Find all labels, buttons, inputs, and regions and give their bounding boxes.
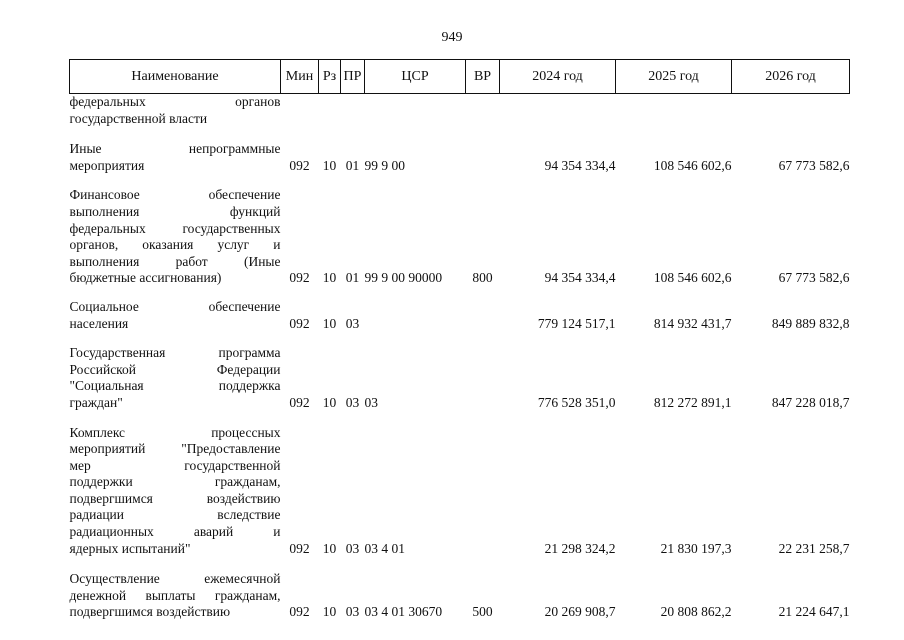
cell-min: 092 <box>289 157 310 173</box>
cell-csr: 03 4 01 <box>364 540 405 556</box>
row-name <box>70 412 281 558</box>
cell-y2024: 776 528 351,0 <box>537 394 616 410</box>
row-name-line: радиации вследствие <box>69 507 281 523</box>
table-row <box>70 332 850 411</box>
row-name <box>70 174 281 287</box>
row-name-line: подвергшимся воздействию <box>69 604 231 620</box>
cell-y2024: 94 354 334,4 <box>544 270 616 286</box>
cell-min <box>281 94 319 128</box>
row-name-line: ядерных испытаний" <box>69 540 191 556</box>
header-min: Мин <box>281 60 319 94</box>
row-name-line: "Социальная поддержка <box>69 378 281 394</box>
header-2026: 2026 год <box>732 60 850 94</box>
row-name-line: граждан" <box>69 394 123 410</box>
row-name <box>70 94 281 128</box>
row-name-line: бюджетные ассигнования) <box>69 270 222 286</box>
page-number: 949 <box>441 30 463 45</box>
row-name <box>70 332 281 411</box>
cell-y2025: 814 932 431,7 <box>653 315 732 331</box>
cell-vr <box>466 287 500 332</box>
cell-vr: 800 <box>472 270 493 286</box>
cell-min: 092 <box>289 270 310 286</box>
cell-csr <box>365 287 466 332</box>
cell-pr: 03 <box>345 315 360 331</box>
row-name-line: мер государственной <box>69 457 281 473</box>
cell-csr <box>365 94 466 128</box>
cell-y2024: 20 269 908,7 <box>544 604 616 620</box>
cell-y2026: 21 224 647,1 <box>778 604 850 620</box>
row-name-line: подвергшимся воздействию <box>69 490 281 506</box>
header-name: Наименование <box>70 60 281 94</box>
row-name-line: выполнения работ (Иные <box>69 253 281 269</box>
header-2024: 2024 год <box>500 60 616 94</box>
row-name-line: населения <box>69 315 129 331</box>
cell-y2025: 812 272 891,1 <box>653 394 732 410</box>
row-name-line: федеральных государственных <box>69 220 281 236</box>
row-name-line: федеральных органов <box>69 94 281 109</box>
cell-y2024: 779 124 517,1 <box>537 315 616 331</box>
header-csr: ЦСР <box>365 60 466 94</box>
cell-min: 092 <box>289 394 310 410</box>
cell-vr <box>466 332 500 411</box>
header-vr: ВР <box>466 60 500 94</box>
cell-vr <box>466 94 500 128</box>
cell-rz: 10 <box>322 315 337 331</box>
table-row <box>70 127 850 174</box>
cell-y2025: 108 546 602,6 <box>653 157 732 173</box>
cell-y2026 <box>732 94 850 128</box>
row-name-line: органов, оказания услуг и <box>69 237 281 253</box>
row-name-line: мероприятий "Предоставление <box>69 441 281 457</box>
cell-vr: 500 <box>472 604 493 620</box>
cell-y2024 <box>500 94 616 128</box>
cell-rz: 10 <box>322 604 337 620</box>
cell-pr <box>341 94 365 128</box>
row-name-line: Социальное обеспечение <box>69 298 281 314</box>
cell-pr: 03 <box>345 540 360 556</box>
cell-min: 092 <box>289 540 310 556</box>
row-name-line: Российской Федерации <box>69 361 281 377</box>
cell-y2025: 108 546 602,6 <box>653 270 732 286</box>
table-body <box>70 94 850 622</box>
cell-rz: 10 <box>322 270 337 286</box>
cell-rz <box>319 94 341 128</box>
cell-pr: 03 <box>345 394 360 410</box>
row-name-line: Комплекс процессных <box>69 424 281 440</box>
table-header-row <box>70 60 850 94</box>
header-rz: Рз <box>319 60 341 94</box>
cell-min: 092 <box>289 604 310 620</box>
cell-y2024: 21 298 324,2 <box>544 540 616 556</box>
row-name-line: Финансовое обеспечение <box>69 187 281 203</box>
cell-pr: 01 <box>345 270 360 286</box>
row-name-line: государственной власти <box>69 110 208 126</box>
table-row <box>70 287 850 332</box>
cell-csr: 03 4 01 30670 <box>364 604 443 620</box>
cell-min: 092 <box>289 315 310 331</box>
cell-rz: 10 <box>322 157 337 173</box>
row-name-line: мероприятия <box>69 157 145 173</box>
row-name-line: денежной выплаты гражданам, <box>69 587 281 603</box>
cell-vr <box>466 127 500 174</box>
table-row <box>70 94 850 128</box>
cell-rz: 10 <box>322 394 337 410</box>
cell-y2025 <box>616 94 732 128</box>
table-row <box>70 174 850 287</box>
cell-y2024: 94 354 334,4 <box>544 157 616 173</box>
row-name-line: Государственная программа <box>69 345 281 361</box>
cell-csr: 99 9 00 90000 <box>364 270 443 286</box>
row-name-line: выполнения функций <box>69 203 281 219</box>
cell-vr <box>466 412 500 558</box>
cell-y2025: 21 830 197,3 <box>660 540 732 556</box>
row-name <box>70 127 281 174</box>
header-2025: 2025 год <box>616 60 732 94</box>
cell-y2026: 22 231 258,7 <box>778 540 850 556</box>
row-name-line: Иные непрограммные <box>69 141 281 157</box>
row-name-line: радиационных аварий и <box>69 524 281 540</box>
cell-y2025: 20 808 862,2 <box>660 604 732 620</box>
header-pr: ПР <box>341 60 365 94</box>
cell-y2026: 847 228 018,7 <box>771 394 850 410</box>
cell-y2026: 67 773 582,6 <box>778 270 850 286</box>
row-name-line: Осуществление ежемесячной <box>69 571 281 587</box>
cell-rz: 10 <box>322 540 337 556</box>
table-row <box>70 557 850 621</box>
cell-csr: 03 <box>364 394 378 410</box>
cell-pr: 03 <box>345 604 360 620</box>
row-name <box>70 557 281 621</box>
row-name <box>70 287 281 332</box>
budget-table <box>69 59 850 621</box>
table-row <box>70 412 850 558</box>
cell-y2026: 67 773 582,6 <box>778 157 850 173</box>
cell-y2026: 849 889 832,8 <box>771 315 850 331</box>
cell-csr: 99 9 00 <box>364 157 405 173</box>
row-name-line: поддержки гражданам, <box>69 474 281 490</box>
cell-pr: 01 <box>345 157 360 173</box>
